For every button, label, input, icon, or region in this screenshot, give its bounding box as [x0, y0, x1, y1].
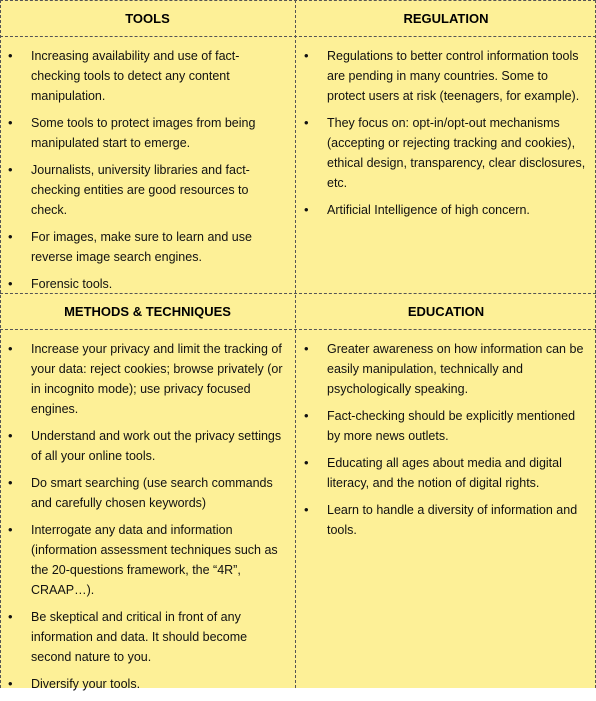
- tools-header: [0, 0, 295, 36]
- regulation-item-text: Regulations to better control information tools are pending in many countries. Some to protect users at risk (teenagers, for example).: [327, 49, 580, 103]
- bullet-icon: •: [8, 115, 13, 130]
- bullet-icon: •: [304, 48, 309, 63]
- left-border: [0, 0, 1, 688]
- methods-item: [0, 339, 295, 419]
- tools-item-text: Journalists, university libraries and fact-checking entities are good resources to check.: [31, 163, 250, 217]
- education-header: [296, 293, 596, 329]
- bullet-icon: •: [304, 502, 309, 517]
- education-item-text: Fact-checking should be explicitly mentioned by more news outlets.: [327, 409, 576, 443]
- methods-title: METHODS & TECHNIQUES: [64, 303, 231, 319]
- bullet-icon: •: [8, 229, 13, 244]
- regulation-item-text: They focus on: opt-in/opt-out mechanisms (accepting or rejecting tracking and cookies), ethical design, transparency, clear disclosures, etc.: [327, 116, 586, 190]
- education-title: EDUCATION: [407, 303, 485, 319]
- bullet-icon: •: [8, 341, 13, 356]
- education-item: [296, 500, 596, 540]
- bullet-icon: •: [8, 676, 13, 691]
- bullet-icon: •: [8, 162, 13, 177]
- regulation-item: [296, 113, 596, 193]
- header-divider-bottom: [0, 329, 596, 330]
- education-item: [296, 339, 596, 399]
- methods-item: [0, 674, 295, 694]
- methods-item-text: Increase your privacy and limit the tracking of your data: reject cookies; browse privately (or in incognito mode); use privacy focused engines.: [31, 342, 283, 416]
- bullet-icon: •: [8, 522, 13, 537]
- regulation-title: REGULATION: [403, 10, 489, 26]
- education-item-text: Greater awareness on how information can be easily manipulation, technically and psychologically speaking.: [327, 342, 584, 396]
- education-item-text: Learn to handle a diversity of information and tools.: [327, 503, 578, 537]
- tools-list: [0, 46, 295, 294]
- methods-cell: [0, 339, 295, 701]
- regulation-item-text: Artificial Intelligence of high concern.: [327, 203, 530, 217]
- tools-title: TOOLS: [125, 10, 170, 26]
- bullet-icon: •: [304, 202, 309, 217]
- methods-item: [0, 520, 295, 600]
- bullet-icon: •: [304, 115, 309, 130]
- bullet-icon: •: [8, 276, 13, 291]
- tools-item: [0, 113, 295, 153]
- methods-header: [0, 293, 295, 329]
- bullet-icon: •: [304, 455, 309, 470]
- tools-item-text: Forensic tools.: [31, 277, 113, 291]
- regulation-header: [296, 0, 596, 36]
- bullet-icon: •: [304, 341, 309, 356]
- education-item-text: Educating all ages about media and digital literacy, and the notion of digital rights.: [327, 456, 562, 490]
- education-list: [296, 339, 596, 540]
- tools-item-text: Increasing availability and use of fact-checking tools to detect any content manipulation.: [31, 49, 240, 103]
- section-divider: [0, 293, 596, 294]
- center-divider: [295, 0, 296, 688]
- tools-cell: [0, 46, 295, 301]
- bullet-icon: •: [304, 408, 309, 423]
- education-item: [296, 453, 596, 493]
- regulation-list: [296, 46, 596, 220]
- methods-item-text: Interrogate any data and information (information assessment techniques such as the 20-questions framework, the “4R”, CRAAP…).: [31, 523, 278, 597]
- tools-item-text: For images, make sure to learn and use reverse image search engines.: [31, 230, 252, 264]
- tools-item: [0, 46, 295, 106]
- top-border: [0, 0, 596, 1]
- regulation-cell: [296, 46, 596, 227]
- bullet-icon: •: [8, 609, 13, 624]
- tools-item: [0, 160, 295, 220]
- methods-item: [0, 426, 295, 466]
- bullet-icon: •: [8, 475, 13, 490]
- regulation-item: [296, 200, 596, 220]
- bullet-icon: •: [8, 48, 13, 63]
- methods-list: [0, 339, 295, 694]
- education-cell: [296, 339, 596, 547]
- header-divider-top: [0, 36, 596, 37]
- methods-item: [0, 607, 295, 667]
- regulation-item: [296, 46, 596, 106]
- tools-item: [0, 274, 295, 294]
- methods-item: [0, 473, 295, 513]
- education-item: [296, 406, 596, 446]
- methods-item-text: Diversify your tools.: [31, 677, 141, 691]
- methods-item-text: Do smart searching (use search commands and carefully chosen keywords): [31, 476, 273, 510]
- tools-item-text: Some tools to protect images from being manipulated start to emerge.: [31, 116, 256, 150]
- tools-item: [0, 227, 295, 267]
- bullet-icon: •: [8, 428, 13, 443]
- methods-item-text: Be skeptical and critical in front of any information and data. It should become second nature to you.: [31, 610, 248, 664]
- methods-item-text: Understand and work out the privacy settings of all your online tools.: [31, 429, 282, 463]
